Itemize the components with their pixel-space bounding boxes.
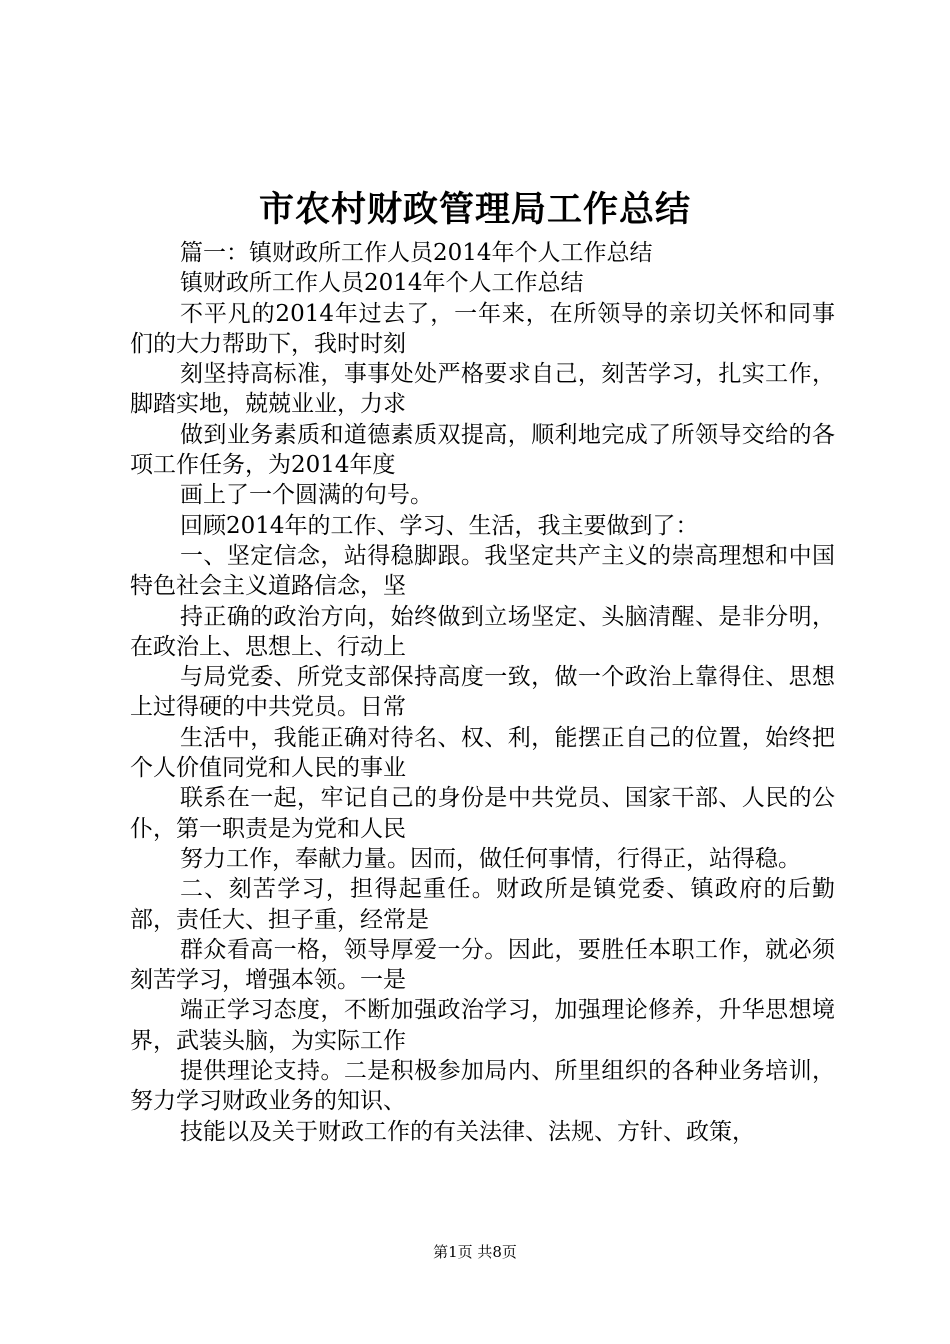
paragraph: 提供理论支持。二是积极参加局内、所里组织的各种业务培训，努力学习财政业务的知识、 [130, 1058, 835, 1115]
paragraph: 持正确的政治方向，始终做到立场坚定、头脑清醒、是非分明，在政治上、思想上、行动上 [130, 603, 835, 660]
page-number-footer: 第1页 共8页 [433, 1243, 517, 1261]
paragraph: 篇一：镇财政所工作人员2014年个人工作总结 [180, 240, 653, 266]
paragraph: 二、刻苦学习，担得起重任。财政所是镇党委、镇政府的后勤部，责任大、担子重，经常是 [130, 876, 835, 933]
paragraph: 不平凡的2014年过去了，一年来，在所领导的亲切关怀和同事们的大力帮助下，我时时刻 [130, 300, 835, 357]
paragraph: 端正学习态度，不断加强政治学习，加强理论修养，升华思想境界，武装头脑，为实际工作 [130, 997, 835, 1054]
paragraph: 回顾2014年的工作、学习、生活，我主要做到了： [180, 512, 699, 539]
paragraph: 一、坚定信念，站得稳脚跟。我坚定共产主义的崇高理想和中国特色社会主义道路信念，坚 [130, 542, 835, 600]
paragraph: 镇财政所工作人员2014年个人工作总结 [180, 270, 584, 297]
document-title: 市农村财政管理局工作总结 [258, 189, 691, 230]
paragraph: 努力工作，奉献力量。因而，做任何事情，行得正，站得稳。 [180, 845, 801, 872]
document-body [130, 238, 835, 1147]
paragraph: 刻坚持高标准，事事处处严格要求自己，刻苦学习，扎实工作，脚踏实地，兢兢业业，力求 [130, 361, 835, 418]
paragraph: 生活中，我能正确对待名、权、利，能摆正自己的位置，始终把个人价值同党和人民的事业 [130, 724, 835, 782]
paragraph: 做到业务素质和道德素质双提高，顺利地完成了所领导交给的各项工作任务，为2014年度 [130, 421, 835, 479]
paragraph: 群众看高一格，领导厚爱一分。因此，要胜任本职工作，就必须刻苦学习，增强本领。一是 [130, 936, 835, 994]
paragraph: 技能以及关于财政工作的有关法律、法规、方针、政策， [180, 1118, 755, 1145]
paragraph: 联系在一起，牢记自己的身份是中共党员、国家干部、人民的公仆，第一职责是为党和人民 [130, 785, 835, 842]
paragraph: 与局党委、所党支部保持高度一致，做一个政治上靠得住、思想上过得硬的中共党员。日常 [130, 664, 835, 721]
paragraph: 画上了一个圆满的句号。 [180, 482, 433, 509]
